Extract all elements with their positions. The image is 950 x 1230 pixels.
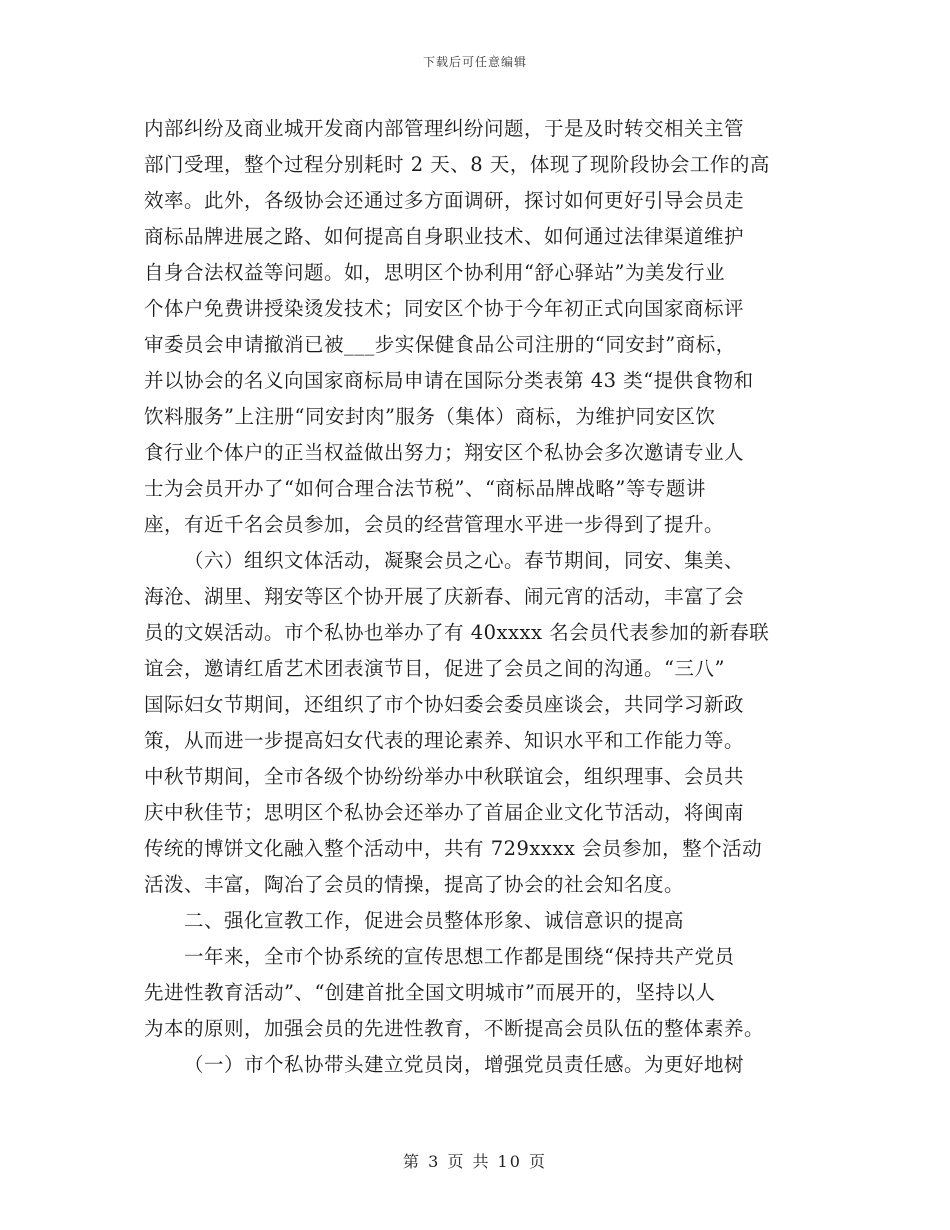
text-line: 座，有近千名会员参加，会员的经营管理水平进一步得到了提升。 xyxy=(144,513,725,536)
section-heading: 二、强化宣教工作，促进会员整体形象、诚信意识的提高 xyxy=(184,909,685,932)
paragraph-start-line: （六）组织文体活动，凝聚会员之心。春节期间，同安、集美、 xyxy=(184,549,745,572)
document-body xyxy=(144,111,804,1083)
text-line: 中秋节期间，全市各级个协纷纷举办中秋联谊会，组织理事、会员共 xyxy=(144,765,745,788)
text-line: 传统的博饼文化融入整个活动中，共有 729xxxx 会员参加，整个活动 xyxy=(144,837,763,860)
paragraph-start-line: 一年来，全市个协系统的宣传思想工作都是围绕“保持共产党员 xyxy=(184,945,735,968)
text-line: 个体户免费讲授染烫发技术；同安区个协于今年初正式向国家商标评 xyxy=(144,297,745,320)
text-line: 食行业个体户的正当权益做出努力；翔安区个私协会多次邀请专业人 xyxy=(144,441,745,464)
text-line: 海沧、湖里、翔安等区个协开展了庆新春、闹元宵的活动，丰富了会 xyxy=(144,585,745,608)
text-line: 国际妇女节期间，还组织了市个协妇委会委员座谈会，共同学习新政 xyxy=(144,693,745,716)
text-line: 自身合法权益等问题。如，思明区个协利用“舒心驿站”为美发行业 xyxy=(144,261,725,284)
text-line: 庆中秋佳节；思明区个私协会还举办了首届企业文化节活动，将闽南 xyxy=(144,801,745,824)
text-line: 先进性教育活动”、“创建首批全国文明城市”而展开的，坚持以人 xyxy=(144,981,716,1004)
page-header: 下载后可任意编辑 xyxy=(422,55,527,69)
text-line: 士为会员开办了“如何合理合法节税”、“商标品牌战略”等专题讲 xyxy=(144,477,706,500)
paragraph-start-line: （一）市个私协带头建立党员岗，增强党员责任感。为更好地树 xyxy=(184,1053,745,1076)
text-line: 审委员会申请撤消已被___步实保健食品公司注册的“同安封”商标， xyxy=(144,333,736,356)
text-line: 员的文娱活动。市个私协也举办了有 40xxxx 名会员代表参加的新春联 xyxy=(144,621,770,644)
text-line: 谊会，邀请红盾艺术团表演节目，促进了会员之间的沟通。“三八” xyxy=(144,657,725,680)
text-line: 活泼、丰富，陶冶了会员的情操，提高了协会的社会知名度。 xyxy=(144,873,685,896)
text-line: 策，从而进一步提高妇女代表的理论素养、知识水平和工作能力等。 xyxy=(144,729,745,752)
page-number-footer: 第 3 页 共 10 页 xyxy=(403,1152,547,1171)
text-line: 内部纠纷及商业城开发商内部管理纠纷问题，于是及时转交相关主管 xyxy=(144,117,745,140)
text-line: 为本的原则，加强会员的先进性教育，不断提高会员队伍的整体素养。 xyxy=(144,1017,765,1040)
text-line: 饮料服务”上注册“同安封肉”服务（集体）商标，为维护同安区饮 xyxy=(144,405,716,428)
text-line: 部门受理，整个过程分别耗时 2 天、8 天，体现了现阶段协会工作的高 xyxy=(144,153,770,176)
text-line: 商标品牌进展之路、如何提高自身职业技术、如何通过法律渠道维护 xyxy=(144,225,745,248)
text-line: 并以协会的名义向国家商标局申请在国际分类表第 43 类“提供食物和 xyxy=(144,369,754,392)
text-line: 效率。此外，各级协会还通过多方面调研，探讨如何更好引导会员走 xyxy=(144,189,745,212)
